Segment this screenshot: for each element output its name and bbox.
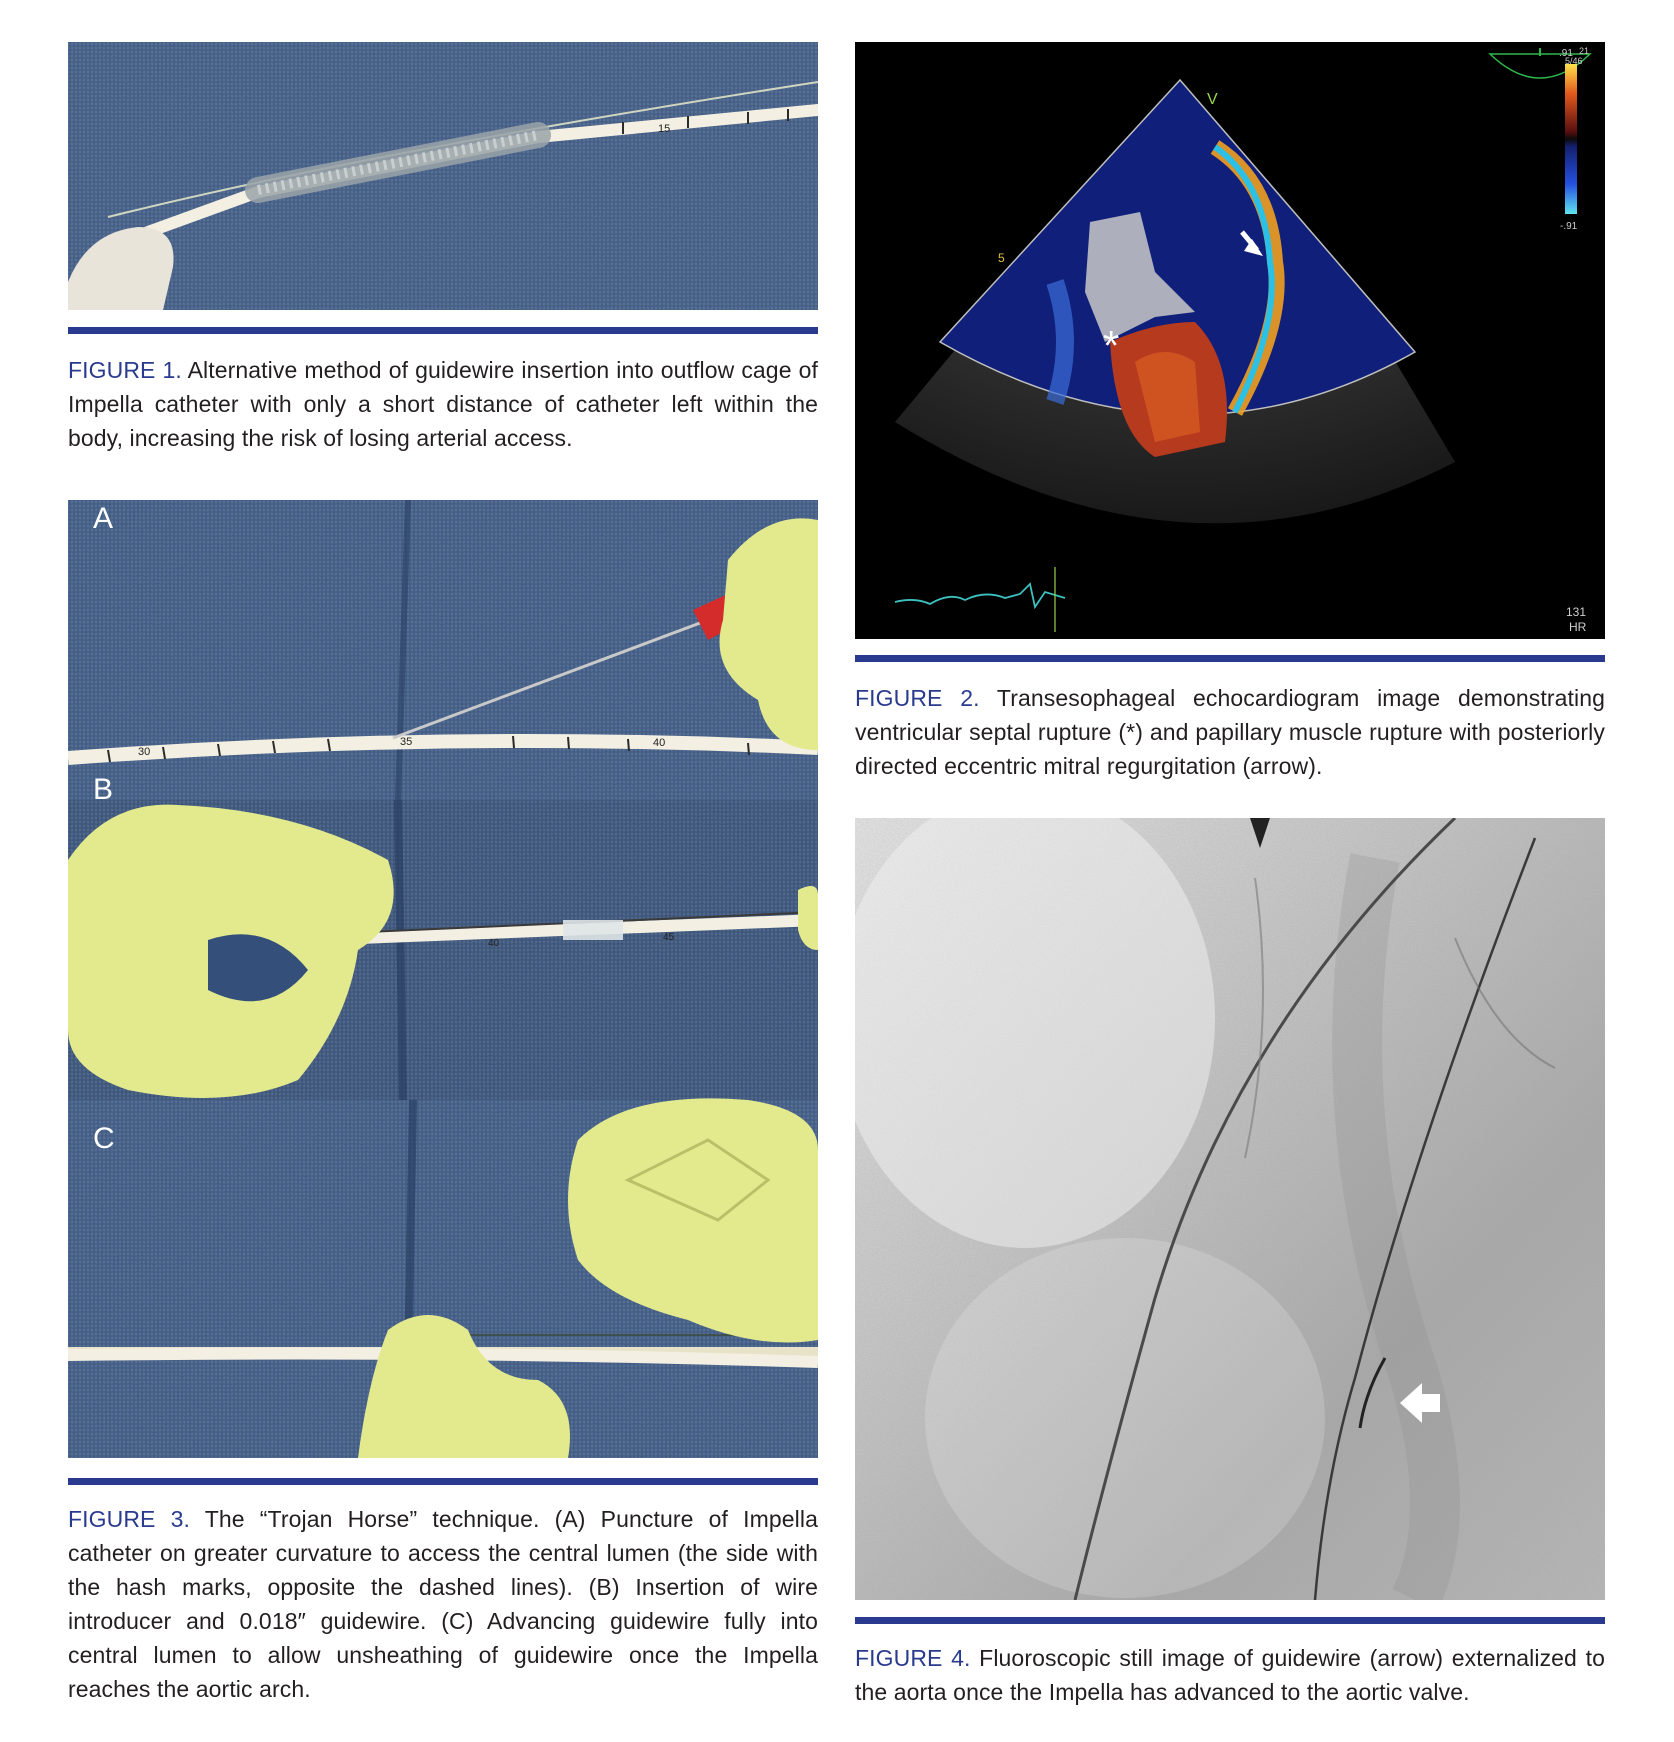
velocity-color-scale (1565, 64, 1577, 214)
heart-rate-unit: HR (1569, 620, 1587, 634)
wire-introducer (563, 920, 623, 940)
figure-4-fluoroscopy-image (855, 818, 1605, 1600)
panel-b (68, 800, 818, 1100)
figure-2-rule (855, 655, 1605, 662)
figure-3-caption (68, 1502, 818, 1706)
figure-2-label: FIGURE 2. (855, 685, 980, 711)
panel-b-mark-45: 45 (663, 932, 675, 943)
panel-b-mark-40: 40 (488, 938, 500, 949)
figure-3-rule (68, 1478, 818, 1485)
figure-1-caption (68, 353, 818, 455)
figure-3-text: The “Trojan Horse” technique. (A) Puncture of Impella catheter on greater curvature to access the central lumen (the side with the hash marks, opposite the dashed lines). (B) Insertion of wire introducer and 0.018″ guidewire. (C) Advancing guidewire fully into central lumen to allow unsheathing of guidewire once the Impella reaches the aortic arch. (68, 1506, 818, 1702)
heart-rate-value: 131 (1566, 605, 1587, 619)
figure-3-photo (68, 500, 818, 1458)
panel-a-mark-30: 30 (138, 746, 151, 758)
figure-2-echo-image (855, 42, 1605, 639)
figure-4-caption (855, 1641, 1605, 1709)
panel-a-mark-35: 35 (400, 736, 413, 748)
catheter-mark-15: 15 (658, 123, 671, 135)
scale-top-label: .91 (1559, 48, 1573, 59)
septal-rupture-asterisk: * (1103, 322, 1120, 369)
figure-1-photo (68, 42, 818, 310)
figure-4-label: FIGURE 4. (855, 1645, 971, 1671)
figure-1-text: Alternative method of guidewire insertion into outflow cage of Impella catheter with only a short distance of catheter left within the body, increasing the risk of losing arterial access. (68, 357, 818, 451)
panel-a-mark-40: 40 (653, 737, 666, 749)
scale-top-right-label: 21 (1579, 46, 1590, 56)
scale-sub-label: 5/46 (1565, 56, 1583, 66)
depth-marker: 5 (998, 251, 1005, 265)
panel-c (68, 1098, 818, 1458)
panel-a (68, 500, 818, 800)
figure-3-label: FIGURE 3. (68, 1506, 190, 1532)
figure-1-rule (68, 327, 818, 334)
figure-4-rule (855, 1617, 1605, 1624)
figure-1-label: FIGURE 1. (68, 357, 182, 383)
figure-4-text: Fluoroscopic still image of guidewire (arrow) externalized to the aorta once the Impella has advanced to the aortic valve. (855, 1645, 1605, 1705)
panel-c-letter: C (93, 1122, 115, 1155)
apex-marker: V (1207, 91, 1218, 108)
figure-2-text: Transesophageal echocardiogram image demonstrating ventricular septal rupture (*) and papillary muscle rupture with posteriorly directed eccentric mitral regurgitation (arrow). (855, 685, 1605, 779)
panel-b-letter: B (93, 773, 114, 806)
figure-2-caption (855, 681, 1605, 783)
panel-a-letter: A (93, 502, 114, 535)
scale-bottom-label: -.91 (1560, 221, 1578, 232)
